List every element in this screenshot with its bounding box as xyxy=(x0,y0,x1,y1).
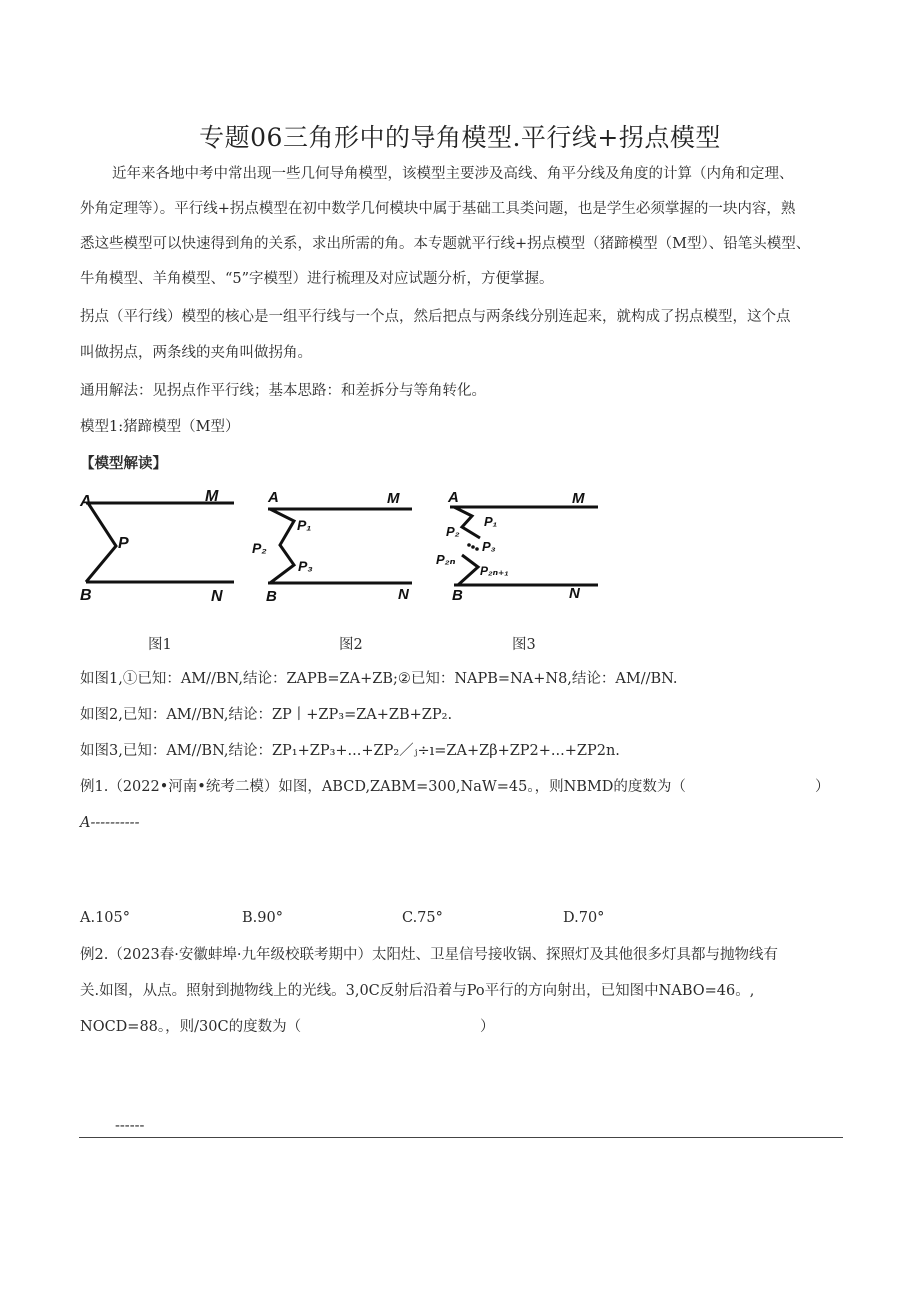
label-M: M xyxy=(572,490,585,507)
figure-2 xyxy=(250,485,420,610)
label-M: M xyxy=(387,490,400,507)
fig3-note: 如图3,已知：AM//BN,结论：ZP₁+ZP₃+...+ZP₂／ⱼ÷ı=ZA+Zβ+ZP2+...+ZP2n. xyxy=(80,743,620,759)
label-A: A xyxy=(448,489,459,506)
fig1-note: 如图1,①已知：AM//BN,结论：ZAPB=ZA+ZB;②已知：NAPB=NA+N8,结论：AM//BN. xyxy=(80,671,678,687)
example1-option-a: A.105° xyxy=(80,910,131,926)
intro-line-3: 悉这些模型可以快速得到角的关系，求出所需的角。本专题就平行线+拐点模型（猪蹄模型（M型）、铅笔头模型、 xyxy=(80,236,811,252)
example2-line-2: 关.如图，从点。照射到抛物线上的光线。3,0C反射后沿着与Po平行的方向射出，已知图中NABO=46。, xyxy=(80,983,755,999)
core-line-1: 拐点（平行线）模型的核心是一组平行线与一个点，然后把点与两条线分别连起来，就构成了拐点模型，这个点 xyxy=(80,309,791,325)
label-M: M xyxy=(205,488,219,505)
figure-1 xyxy=(78,485,243,610)
intro-line-2: 外角定理等）。平行线+拐点模型在初中数学几何模块中属于基础工具类问题，也是学生必须掌握的一块内容，熟 xyxy=(80,201,796,217)
label-N: N xyxy=(569,585,580,602)
label-B: B xyxy=(80,587,92,604)
label-P: P xyxy=(118,535,129,552)
label-P3: P₃ xyxy=(482,539,496,554)
label-B: B xyxy=(452,587,463,604)
example1-option-b: B.90° xyxy=(242,910,283,926)
example2-line-1: 例2.（2023春·安徽蚌埠·九年级校联考期中）太阳灶、卫星信号接收锅、探照灯及其他很多灯具都与抛物线有 xyxy=(80,947,778,963)
label-P2n1: P₂ₙ₊₁ xyxy=(480,564,509,578)
interpretation-heading: 【模型解读】 xyxy=(80,455,167,472)
label-P3: P₃ xyxy=(298,558,313,574)
example1-stem: 例1.（2022•河南•统考二模）如图，ABCD,ZABM=300,NaW=45。，则NBMD的度数为（ xyxy=(80,779,686,795)
example1-figure-stub: A---------- xyxy=(80,815,140,831)
caption-fig2: 图2 xyxy=(339,637,363,653)
caption-fig3: 图3 xyxy=(512,637,536,653)
model1-heading: 模型1:猪蹄模型（M型） xyxy=(80,419,240,435)
footer-divider xyxy=(79,1137,843,1138)
label-P2: P₂ xyxy=(446,524,460,539)
fig2-note: 如图2,已知：AM//BN,结论：ZP丨+ZP₃=ZA+ZB+ZP₂. xyxy=(80,707,453,723)
intro-line-1: 近年来各地中考中常出现一些几何导角模型，该模型主要涉及高线、角平分线及角度的计算（内角和定理、 xyxy=(112,166,794,182)
example1-option-c: C.75° xyxy=(402,910,443,926)
example2-close-paren: ） xyxy=(480,1019,495,1035)
example2-line-3: NOCD=88。，则/30C的度数为（ xyxy=(80,1019,302,1035)
example1-close-paren: ） xyxy=(815,779,830,795)
label-B: B xyxy=(266,588,277,605)
label-A: A xyxy=(80,493,92,510)
label-A: A xyxy=(268,489,279,506)
core-line-2: 叫做拐点，两条线的夹角叫做拐角。 xyxy=(80,345,312,361)
label-N: N xyxy=(211,588,223,605)
example2-figure-stub: ------ xyxy=(115,1118,145,1134)
label-P1: P₁ xyxy=(297,517,312,533)
label-P2n: P₂ₙ xyxy=(436,552,456,567)
intro-line-4: 牛角模型、羊角模型、“5”字模型）进行梳理及对应试题分析，方便掌握。 xyxy=(80,271,554,287)
label-P2: P₂ xyxy=(252,540,267,556)
example1-option-d: D.70° xyxy=(563,910,605,926)
general-method: 通用解法：见拐点作平行线；基本思路：和差拆分与等角转化。 xyxy=(80,383,486,399)
label-P1: P₁ xyxy=(484,514,498,529)
caption-fig1: 图1 xyxy=(148,637,172,653)
figure-3 xyxy=(432,485,602,610)
page-title: 专题06三角形中的导角模型.平行线+拐点模型 xyxy=(199,123,721,152)
label-N: N xyxy=(398,586,409,603)
